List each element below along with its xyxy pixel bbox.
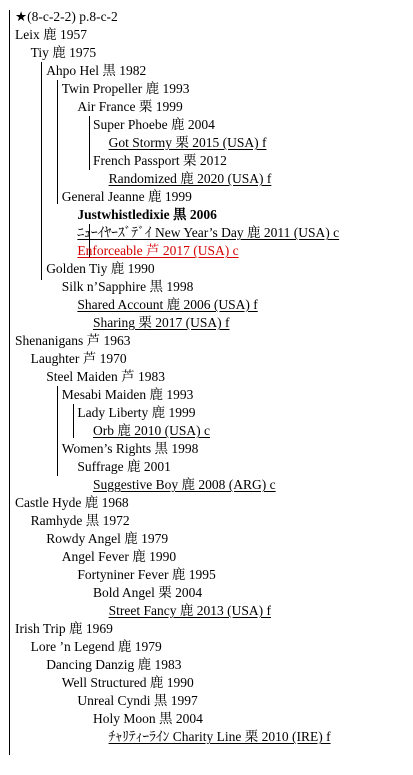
pedigree-entry-text: Laughter 芦 1970: [30, 351, 127, 366]
pedigree-entry: [62, 278, 194, 296]
pedigree-entry-text: Lore ’n Legend 鹿 1979: [30, 639, 162, 654]
pedigree-entry-text: Randomized 鹿 2020 (USA) f: [108, 171, 272, 186]
pedigree-entry-text: Tiy 鹿 1975: [30, 45, 97, 60]
pedigree-entry-text: Fortyniner Fever 鹿 1995: [77, 567, 216, 582]
pedigree-entry: [62, 188, 192, 206]
pedigree-entry-text: Ahpo Hel 黒 1982: [46, 63, 147, 78]
pedigree-entry: [31, 350, 127, 368]
pedigree-entry-text: Leix 鹿 1957: [15, 27, 87, 42]
pedigree-entry: [62, 548, 176, 566]
pedigree-entry-text: Castle Hyde 鹿 1968: [15, 495, 129, 510]
pedigree-entry-text: Air France 栗 1999: [77, 99, 183, 114]
pedigree-entry-text: ﾁｬﾘﾃｨｰﾗｲﾝ Charity Line 栗 2010 (IRE) f: [108, 729, 331, 744]
pedigree-entry-text: Sharing 栗 2017 (USA) f: [93, 315, 230, 330]
pedigree-entry: [109, 170, 272, 188]
tree-connector-line: [57, 386, 58, 476]
pedigree-entry-text: Suggestive Boy 鹿 2008 (ARG) c: [93, 477, 276, 492]
pedigree-entry-text: Golden Tiy 鹿 1990: [46, 261, 155, 276]
pedigree-entry-text: Twin Propeller 鹿 1993: [61, 81, 190, 96]
pedigree-entry: [77, 206, 217, 224]
pedigree-entry: [109, 728, 331, 746]
pedigree-entry: [77, 98, 182, 116]
pedigree-entry-text: French Passport 栗 2012: [93, 153, 227, 168]
pedigree-entry: [77, 566, 215, 584]
pedigree-entry-text: Steel Maiden 芦 1983: [46, 369, 166, 384]
pedigree-entry-text: Women’s Rights 黒 1998: [61, 441, 199, 456]
pedigree-entry: [77, 296, 257, 314]
pedigree-entry-text: Well Structured 鹿 1990: [61, 675, 194, 690]
pedigree-entry-text: Holy Moon 黒 2004: [93, 711, 203, 726]
pedigree-entry: [109, 602, 271, 620]
pedigree-entry: [15, 26, 87, 44]
pedigree-entry: [93, 152, 227, 170]
pedigree-entry-text: Suffrage 鹿 2001: [77, 459, 171, 474]
pedigree-entry: [62, 440, 199, 458]
pedigree-entry: [77, 458, 171, 476]
pedigree-entry-text: Super Phoebe 鹿 2004: [93, 117, 215, 132]
pedigree-entry-text: Street Fancy 鹿 2013 (USA) f: [108, 603, 271, 618]
pedigree-entry-text: Ramhyde 黒 1972: [30, 513, 130, 528]
pedigree-entry-text: Lady Liberty 鹿 1999: [77, 405, 196, 420]
pedigree-entry: [46, 656, 181, 674]
pedigree-entry-text: Dancing Danzig 鹿 1983: [46, 657, 182, 672]
pedigree-entry: [46, 368, 165, 386]
pedigree-entry: [93, 422, 210, 440]
pedigree-header: ★(8-c-2-2) p.8-c-2: [15, 9, 118, 24]
tree-connector-line: [41, 62, 42, 280]
pedigree-entry: [46, 530, 168, 548]
pedigree-entry: [93, 584, 202, 602]
pedigree-entry-text: ﾆｭｰｲﾔｰｽﾞﾃﾞｲ New Year’s Day 鹿 2011 (USA) c: [77, 225, 340, 240]
pedigree-entry: [31, 44, 97, 62]
pedigree-entry: [93, 314, 230, 332]
pedigree-entry: [109, 134, 267, 152]
tree-connector-line: [89, 116, 90, 170]
pedigree-entry: [93, 116, 215, 134]
pedigree-entry: [77, 224, 339, 242]
pedigree-entry: [62, 80, 190, 98]
pedigree-entry: [93, 710, 203, 728]
pedigree-entry-text: Got Stormy 栗 2015 (USA) f: [108, 135, 267, 150]
tree-connector-line: [9, 10, 10, 755]
pedigree-entry-text: Shared Account 鹿 2006 (USA) f: [77, 297, 258, 312]
pedigree-entry-text: Bold Angel 栗 2004: [93, 585, 203, 600]
pedigree-entry-text: Unreal Cyndi 黒 1997: [77, 693, 198, 708]
pedigree-entry-text: Irish Trip 鹿 1969: [15, 621, 113, 636]
tree-connector-line: [57, 80, 58, 204]
pedigree-entry-text: Enforceable 芦 2017 (USA) c: [77, 243, 239, 258]
pedigree-entry-text: Mesabi Maiden 鹿 1993: [61, 387, 194, 402]
pedigree-entry: [15, 494, 129, 512]
pedigree-entry: [46, 260, 154, 278]
tree-connector-line: [73, 404, 74, 438]
pedigree-entry: [62, 674, 194, 692]
pedigree-entry: [62, 386, 194, 404]
pedigree-entry-text: Angel Fever 鹿 1990: [61, 549, 177, 564]
pedigree-entry: [15, 620, 113, 638]
pedigree-entry-text: General Jeanne 鹿 1999: [61, 189, 192, 204]
pedigree-entry-text: Shenanigans 芦 1963: [15, 333, 131, 348]
pedigree-entry: [77, 242, 238, 260]
pedigree-entry-text: Justwhistledixie 黒 2006: [77, 207, 217, 222]
pedigree-entry: [77, 404, 195, 422]
pedigree-entry: [31, 638, 162, 656]
pedigree-entry: [77, 692, 197, 710]
pedigree-entry-text: Orb 鹿 2010 (USA) c: [93, 423, 210, 438]
pedigree-entry-text: Rowdy Angel 鹿 1979: [46, 531, 169, 546]
pedigree-entry-text: Silk n’Sapphire 黒 1998: [61, 279, 194, 294]
pedigree-entry: [15, 332, 131, 350]
pedigree-entry: [46, 62, 146, 80]
pedigree-entry: [31, 512, 130, 530]
pedigree-entry: [93, 476, 276, 494]
